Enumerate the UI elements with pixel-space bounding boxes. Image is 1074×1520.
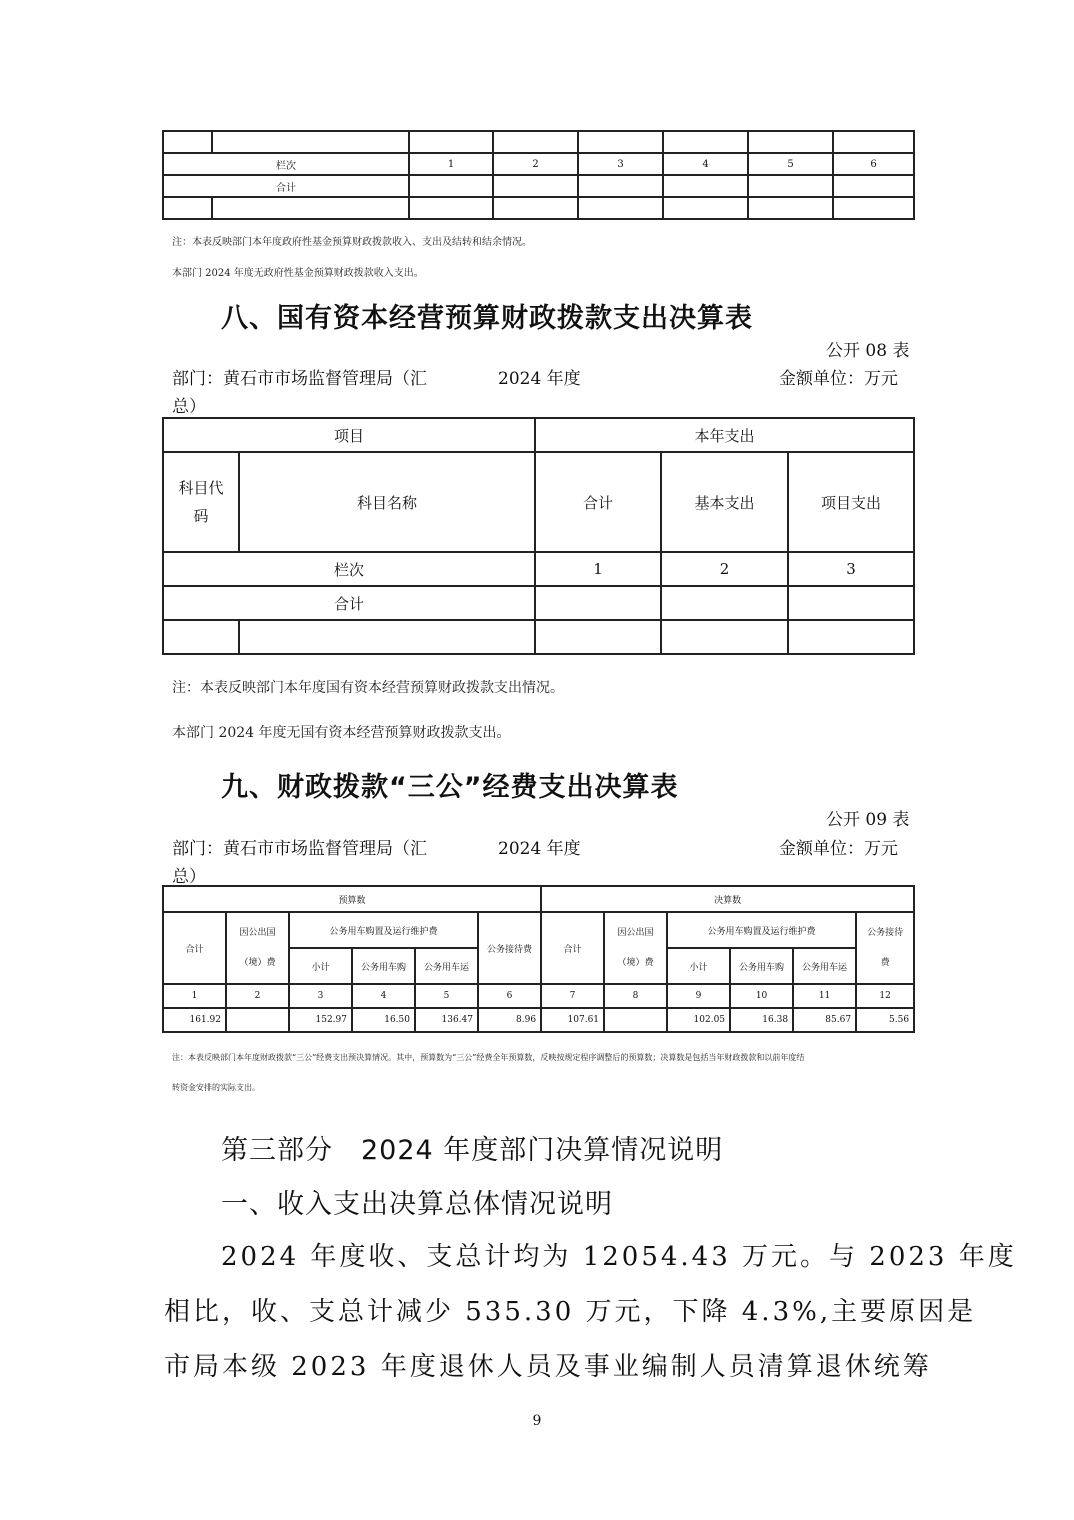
department-label: 部门：黄石市市场监督管理局（汇 xyxy=(172,839,427,859)
section-title: 八、国有资本经营预算财政拨款支出决算表 xyxy=(221,303,753,334)
table-row: 预算数 决算数 xyxy=(163,886,914,912)
table-row: 合计 xyxy=(163,586,914,620)
table-row xyxy=(163,620,914,654)
table-row: 161.92 152.97 16.50 136.47 8.96 107.61 102.05 16.38 85.67 5.56 xyxy=(163,1008,914,1032)
body-paragraph-line: 2024 年度收、支总计均为 12054.43 万元。与 2023 年度 xyxy=(221,1242,1017,1272)
department-label-cont: 总） xyxy=(172,867,206,887)
table-row: 合计 因公出国 （境）费 公务用车购置及运行维护费 公务接待费 合计 因公出国 （境）费 公务用车购置及运行维护费 公务接待 费 xyxy=(163,912,914,948)
table-row: 栏次 1 2 3 xyxy=(163,552,914,586)
table-three-public xyxy=(162,885,915,1033)
table-gov-fund xyxy=(162,130,915,220)
table-note: 注：本表反映部门本年度政府性基金预算财政拨款收入、支出及结转和结余情况。 xyxy=(172,237,532,248)
section-title: 九、财政拨款“三公”经费支出决算表 xyxy=(221,772,679,803)
year-label: 2024 年度 xyxy=(498,839,581,859)
table-row: 小计 公务用车购 公务用车运 小计 公务用车购 公务用车运 xyxy=(163,948,914,984)
table-note-cont: 转资金安排的实际支出。 xyxy=(172,1083,260,1092)
table-row: 1 2 3 4 5 6 7 8 9 10 11 12 xyxy=(163,984,914,1008)
subsection-title: 一、收入支出决算总体情况说明 xyxy=(221,1189,613,1220)
table-number: 公开 08 表 xyxy=(826,341,910,361)
page-number: 9 xyxy=(532,1413,542,1429)
body-paragraph-line: 市局本级 2023 年度退休人员及事业编制人员清算退休统筹 xyxy=(164,1352,932,1382)
part-title: 第三部分 2024 年度部门决算情况说明 xyxy=(221,1135,724,1166)
table-note: 注：本表反映部门本年度财政拨款“三公”经费支出预决算情况。其中，预算数为“三公”经费全年预算数，反映按规定程序调整后的预算数；决算数是包括当年财政拨款和以前年度结 xyxy=(172,1053,805,1062)
department-label: 部门：黄石市市场监督管理局（汇 xyxy=(172,369,427,389)
table-note: 本部门 2024 年度无政府性基金预算财政拨款收入支出。 xyxy=(172,268,424,279)
table-row: 栏次 1 2 3 4 5 6 xyxy=(163,153,914,175)
table-row xyxy=(163,131,914,153)
table-note: 注：本表反映部门本年度国有资本经营预算财政拨款支出情况。 xyxy=(172,680,564,696)
department-label-cont: 总） xyxy=(172,397,206,417)
year-label: 2024 年度 xyxy=(498,369,581,389)
total-label: 合计 xyxy=(163,175,409,197)
table-state-capital xyxy=(162,417,915,655)
table-row xyxy=(163,175,914,197)
table-row xyxy=(163,197,914,219)
unit-label: 金额单位：万元 xyxy=(779,839,898,859)
table-row: 项目 本年支出 xyxy=(163,418,914,452)
table-number: 公开 09 表 xyxy=(826,810,910,830)
table-row: 科目代 码 科目名称 合计 基本支出 项目支出 xyxy=(163,452,914,552)
unit-label: 金额单位：万元 xyxy=(779,369,898,389)
table-note: 本部门 2024 年度无国有资本经营预算财政拨款支出。 xyxy=(172,725,511,741)
lanci-label: 栏次 xyxy=(163,153,409,175)
body-paragraph-line: 相比，收、支总计减少 535.30 万元，下降 4.3%,主要原因是 xyxy=(164,1297,977,1327)
